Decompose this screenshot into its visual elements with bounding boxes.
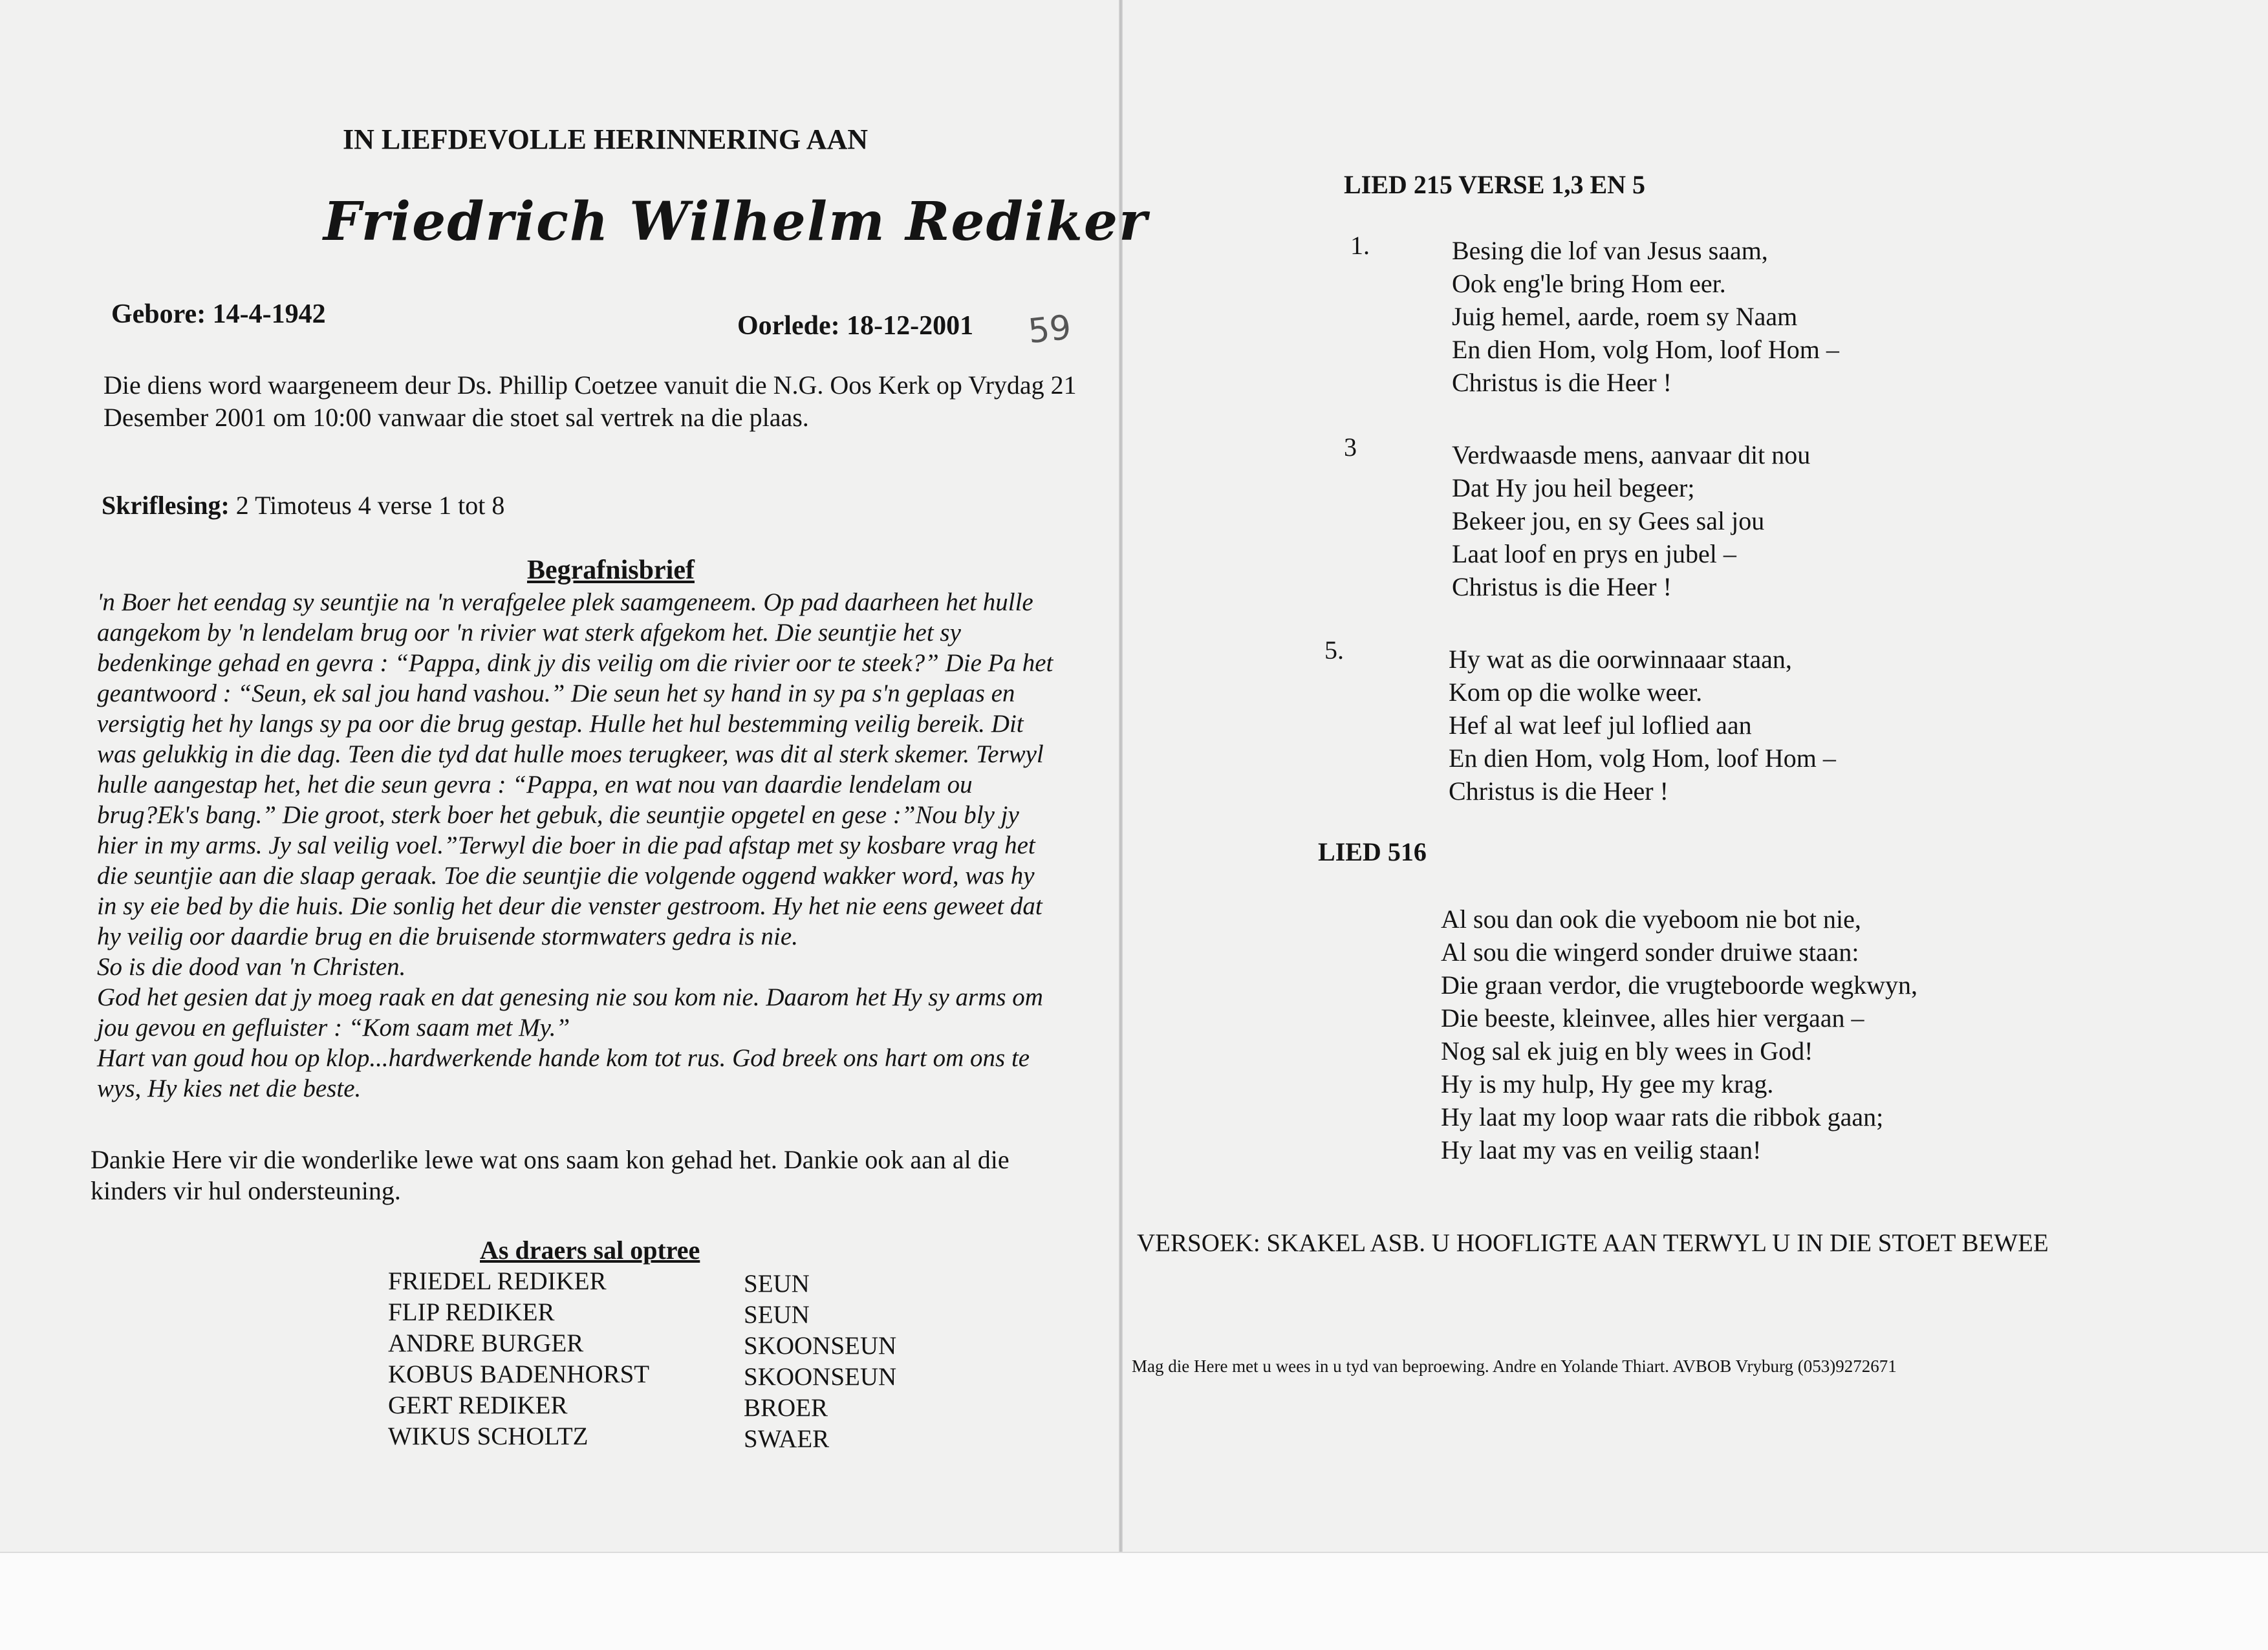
- hymn-516-text: [1441, 903, 1917, 1166]
- verse-line: Ook eng'le bring Hom eer.: [1452, 269, 1726, 298]
- closing-message: Mag die Here met u wees in u tyd van beproewing. Andre en Yolande Thiart. AVBOB Vryburg (053)9272671: [1132, 1356, 1897, 1376]
- handwritten-note: 59: [1026, 308, 1074, 352]
- bearer-name: KOBUS BADENHORST: [388, 1360, 650, 1388]
- bearer-relation: SKOONSEUN: [744, 1363, 897, 1391]
- letter-line: die seuntjie aan die slaap geraak. Toe die seuntjie die volgende oggend wakker word, was hy: [97, 862, 1035, 890]
- verse-line: Nog sal ek juig en bly wees in God!: [1441, 1036, 1813, 1066]
- verse-line: Besing die lof van Jesus saam,: [1452, 236, 1768, 265]
- bearer-names: [388, 1266, 649, 1452]
- letter-line: hy veilig oor daardie brug en die bruisende stormwaters gedra is nie.: [97, 923, 798, 950]
- scan-bottom-margin: [0, 1552, 2268, 1650]
- birth-date: Gebore: 14-4-1942: [111, 299, 326, 329]
- service-line-1: Die diens word waargeneem deur Ds. Phillip Coetzee vanuit die N.G. Oos Kerk op Vrydag 21: [103, 370, 1077, 400]
- letter-line: geantwoord : “Seun, ek sal jou hand vashou.” Die seun het sy hand in sy pa s'n geplaas en: [97, 680, 1015, 707]
- bearer-relation: SEUN: [744, 1270, 810, 1298]
- verse-line: Hy laat my vas en veilig staan!: [1441, 1135, 1762, 1164]
- bearer-name: FRIEDEL REDIKER: [388, 1267, 607, 1295]
- bearer-name: GERT REDIKER: [388, 1391, 568, 1419]
- deceased-name: Friedrich Wilhelm Rediker: [323, 191, 1149, 253]
- thanks-line-2: kinders vir hul ondersteuning.: [91, 1176, 401, 1205]
- verse-5: [1449, 643, 1836, 808]
- scripture-label: Skriflesing:: [102, 491, 230, 520]
- letter-line: in sy eie bed by die huis. Die sonlig het deur die venster gestroom. Hy het nie eens geweet dat: [97, 892, 1042, 920]
- verse-number: 5.: [1324, 636, 1344, 665]
- verse-line: Juig hemel, aarde, roem sy Naam: [1452, 302, 1798, 331]
- bearer-relation: SEUN: [744, 1301, 810, 1329]
- verse-line: Die beeste, kleinvee, alles hier vergaan –: [1441, 1003, 1864, 1033]
- hymn-516-title: LIED 516: [1318, 837, 1427, 866]
- verse-line: Hy laat my loop waar rats die ribbok gaan;: [1441, 1102, 1884, 1131]
- bearers-title: As draers sal optree: [480, 1236, 700, 1265]
- bearer-name: FLIP REDIKER: [388, 1298, 555, 1326]
- letter-line: Hart van goud hou op klop...hardwerkende hande kom tot rus. God breek ons hart om ons te: [97, 1044, 1030, 1072]
- bearer-name: ANDRE BURGER: [388, 1329, 584, 1357]
- letter-line: versigtig het hy langs sy pa oor die brug gestap. Hulle het hul bestemming veilig bereik. Dit: [97, 710, 1024, 738]
- verse-line: Kom op die wolke weer.: [1449, 678, 1703, 707]
- service-line-2: Desember 2001 om 10:00 vanwaar die stoet sal vertrek na die plaas.: [103, 403, 809, 432]
- thanks-line-1: Dankie Here vir die wonderlike lewe wat ons saam kon gehad het. Dankie ook aan al die: [91, 1145, 1010, 1174]
- letter-line: aangekom by 'n lendelam brug oor 'n rivier wat sterk afgekom het. Die seuntjie het sy: [97, 619, 961, 647]
- death-date: Oorlede: 18-12-2001: [737, 311, 974, 341]
- letter-line: So is die dood van 'n Christen.: [97, 953, 406, 981]
- letter-line: hulle aangestap het, het die seun gevra : “Pappa, en wat nou van daardie lendelam ou: [97, 771, 973, 798]
- verse-number: 3: [1344, 433, 1357, 462]
- verse-line: Hy wat as die oorwinnaaar staan,: [1449, 645, 1792, 674]
- scripture-reading: [102, 490, 504, 521]
- procession-request: VERSOEK: SKAKEL ASB. U HOOFLIGTE AAN TERWYL U IN DIE STOET BEWEE: [1137, 1229, 2049, 1257]
- hymn-215-title: LIED 215 VERSE 1,3 EN 5: [1344, 170, 1646, 199]
- bearer-relation: SKOONSEUN: [744, 1332, 897, 1360]
- verse-line: En dien Hom, volg Hom, loof Hom –: [1449, 744, 1836, 773]
- verse-line: Christus is die Heer !: [1452, 572, 1672, 601]
- verse-line: Hy is my hulp, Hy gee my krag.: [1441, 1069, 1774, 1098]
- letter-line: was gelukkig in die dag. Teen die tyd dat hulle moes terugkeer, was dit al sterk skemer. Terwyl: [97, 740, 1044, 768]
- verse-line: Hef al wat leef jul loflied aan: [1449, 711, 1752, 740]
- bearer-relation: SWAER: [744, 1425, 830, 1453]
- verse-3: [1452, 438, 1810, 603]
- memorial-heading: IN LIEFDEVOLLE HERINNERING AAN: [343, 123, 869, 155]
- verse-line: Al sou die wingerd sonder druiwe staan:: [1441, 938, 1859, 967]
- verse-line: Bekeer jou, en sy Gees sal jou: [1452, 506, 1765, 535]
- letter-line: God het gesien dat jy moeg raak en dat genesing nie sou kom nie. Daarom het Hy sy arms om: [97, 983, 1043, 1011]
- letter-body: [97, 587, 1119, 1104]
- scripture-value: 2 Timoteus 4 verse 1 tot 8: [229, 491, 505, 520]
- verse-line: Christus is die Heer !: [1452, 368, 1672, 397]
- verse-line: Al sou dan ook die vyeboom nie bot nie,: [1441, 905, 1861, 934]
- letter-line: brug?Ek's bang.” Die groot, sterk boer het gebuk, die seuntjie opgetel en gese :”Nou bly jy: [97, 801, 1019, 829]
- verse-line: Dat Hy jou heil begeer;: [1452, 473, 1695, 502]
- verse-line: Laat loof en prys en jubel –: [1452, 539, 1736, 568]
- letter-title: Begrafnisbrief: [527, 555, 695, 585]
- bearer-relation: BROER: [744, 1394, 828, 1422]
- verse-line: Die graan verdor, die vrugteboorde wegkwyn,: [1441, 970, 1918, 1000]
- letter-line: bedenkinge gehad en gevra : “Pappa, dink jy dis veilig om die rivier oor te steek?” Die Pa het: [97, 649, 1053, 677]
- verse-1: [1452, 234, 1839, 399]
- verse-number: 1.: [1350, 231, 1370, 260]
- verse-line: En dien Hom, volg Hom, loof Hom –: [1452, 335, 1839, 364]
- bearer-name: WIKUS SCHOLTZ: [388, 1422, 589, 1450]
- letter-line: 'n Boer het eendag sy seuntjie na 'n verafgelee plek saamgeneem. Op pad daarheen het hulle: [97, 588, 1033, 616]
- letter-line: wys, Hy kies net die beste.: [97, 1075, 362, 1102]
- verse-line: Christus is die Heer !: [1449, 777, 1669, 806]
- verse-line: Verdwaasde mens, aanvaar dit nou: [1452, 440, 1811, 469]
- letter-line: jou gevou en gefluister : “Kom saam met My.”: [97, 1014, 570, 1042]
- letter-line: hier in my arms. Jy sal veilig voel.”Terwyl die boer in die pad afstap met sy kosbare vrag het: [97, 831, 1035, 859]
- bearer-relations: [744, 1269, 896, 1455]
